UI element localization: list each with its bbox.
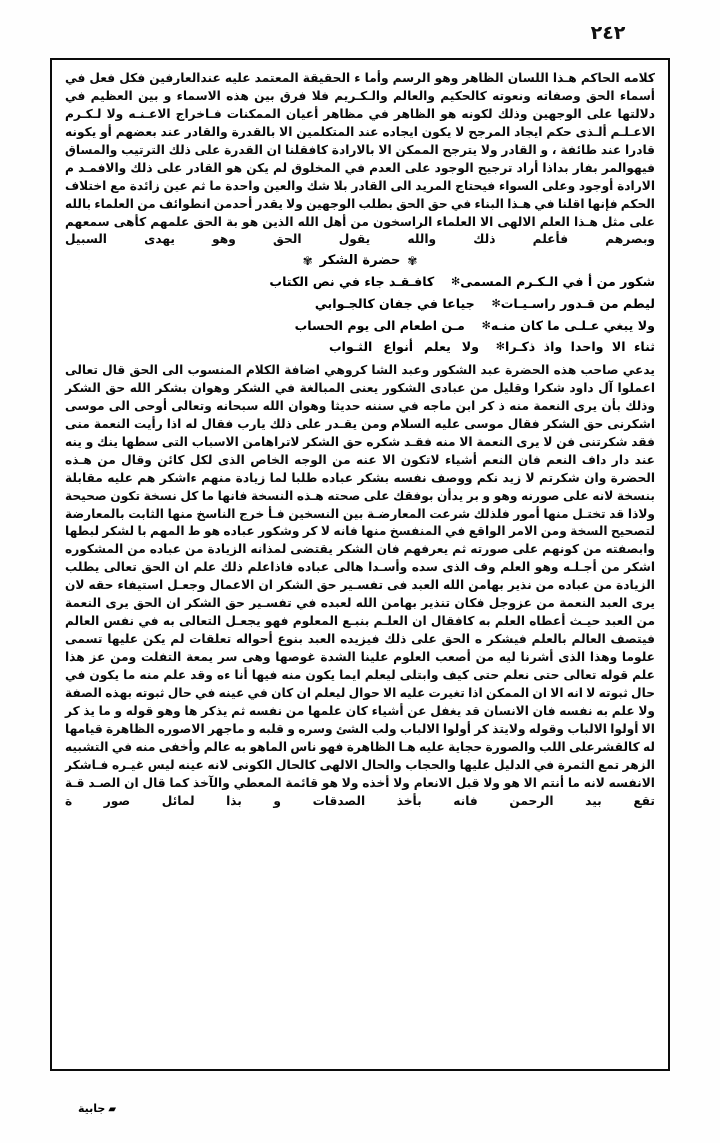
text-body [65, 70, 655, 1057]
poem-separator-icon: ✻ [495, 340, 505, 354]
ornament-left-icon: ✾ [407, 253, 418, 268]
page-number-band [548, 22, 668, 44]
ornament-right-icon: ✾ [302, 253, 313, 268]
poem-hemistich-right: ولا يبغي عـلـى ما كان منـه [490, 317, 655, 333]
poem-line [65, 271, 655, 293]
catchword-mark-icon: ▰ [108, 1104, 117, 1115]
poem-hemistich-left: جياعا في جفان كالجـوابي [314, 296, 475, 312]
poem-hemistich-right: ثناء الا واحدا واذ ذكـرا [505, 339, 655, 355]
text-frame [50, 58, 670, 1071]
poem-line [65, 336, 655, 358]
page-number: ٢٤٢ [590, 22, 626, 44]
poem-hemistich-left: مـن اطعام الى يوم الحساب [294, 317, 465, 333]
poem-separator-icon: ✻ [481, 318, 491, 332]
poem-block [65, 271, 655, 358]
poem-hemistich-right: ليطم من قـدور راسـيـات [500, 296, 655, 312]
catchword [78, 1102, 116, 1115]
poem-hemistich-left: كافـقـد جاء في نص الكتاب [269, 274, 435, 290]
paragraph-first: كلامه الحاكم هـذا اللسان الظاهر وهو الرسم وأما ء الحقيقة المعتمد عليه عندالعارفين فكل فعل في أسماء الحق وصفاته ونعوته كالحكيم والعالم والـكـريم فلا فرق بين هذه الاسماء و بين العظيم في دلالتها على الوجهين وذلك لكونه هو الظاهر في مظاهر أعيان الممكنات فـاخراج الاعـنـه ولا لـكـرم الاعـلـم ألـذى حكم ايجاد المرجح لا يكون ايجاده عند المتكلمين الا بالقدرة والقادر عند بعضهم أو يكونه قادرا عند طائفة ، و القادر ولا يترجح الممكن الا بالارادة كافقلنا ان القدرة على ذلك الترتيب والمساق فيهوالمر بفار بداذا أراد ترجيح الوجود على العدم في المخلوق لم يكن هو القادر على ذلك والافمـد م الارادة أوجود وعلى السواء فيحتاج المريد الى القادر بلا شك والعين واحدة ما ثم عين زائدة مع اختلاف الحكم فإنها اقلنا في هـذا البناء في حق الحق بطلب الوجهين ولا يقدر أحدمن انطوائف من العلماء بالله على مثل هـذا العلم الالهى الا العلماء الراسخون من أهل الله الذين هو بة الحق علمهم كأهى سمعهم وبصرهم فأعلم ذلك والله يقول الحق وهو يهدى السبيل [65, 71, 655, 247]
poem-separator-icon: ✻ [491, 297, 501, 311]
catchword-text: جابية [78, 1102, 106, 1115]
poem-line [65, 293, 655, 315]
poem-line [65, 315, 655, 337]
poem-hemistich-right: شكور من أ في الـكـرم المسمى [460, 274, 655, 290]
poem-hemistich-left: ولا يعلم أنواع الثـواب [329, 339, 479, 355]
section-heading-label: حضرة الشكر [319, 253, 401, 269]
section-heading [65, 253, 655, 268]
paragraph-second: يدعي صاحب هذه الحضرة عبد الشكور وعبد الشا كروهي اضافة الكلام المنسوب الى الحق قال تعالى اعملوا آل داود شكرا وقليل من عبادى الشكور يعنى المبالغة في الشكر وهوان بشكر الله حق الشكر وذلك بأن يرى النعمة منه ذ كر ابن ماجه في سننه حديثا وهوان الله سبحانه وتعالى أوحى الى موسى اشكرنى حق الشكر فقال موسى عليه السلام ومن يقـدر على ذلك يارب فقال له اذا رأيت النعمة منى فقد شكرتنى فن لا يرى النعمة الا منه فقـد شكره حق الشكر لاتراهامن الاسباب التى سطها ينك و ينه عند دار داف النعم فان النعم أشياء لاتكون الا عنه من الوجه الخاص الذى لكل كائن وقال من هـذه الحضرة وان شكرتم لا زيد نكم ووصف نفسه بشكر عباده طلبا لما زيادة منهم ءاشكر هم عليه مقابلة بنسخة لانه على صورنه وهو و بر يدأن بوفقك على صحته هـذه النسخة فانها ما كل نسخة تكون صحيحة ولاذا قد تختـل منها أمور فلذلك شرعت المعارضـة بين النسخين فـأ خرج الناسخ منها الثابت بالمعارضة لتصحيح السخة ومن الامر الواقع في المنفسخ منها فانه لا كر وشكور عباده هو ط المهم با لشكر لبطها وابصفته من كونهم على صورته ثم يعرفهم فان الشكر يقتضى لمذانه الزيادة من عباده من المشكوره اشكر من أجـلـه وهو العلم وف الذى سده وأسـدا هالى عباده فاذاعلم ذلك علم ان الحق تعالى يطلب الزيادة من عباده من نذير بهامن الله العبد فى تفسـير حق الشكر ان الاعمال وجعـل استيفاء حقه لان يرى العبد النعمة من عزوجل فكان تنذير بهامن الله لعبده في تفسـير حق الشكر ان الحق يرى النعمة من العبد حيـث أعطاه العلم به كافقال ان العلـم بنبـع المعلوم فهو يجعـل التعالى به في نفس العالم فيتصف العالم بالعلم فيشكر ه الحق على ذلك فيزيده العبد بنوع أحواله تعلقات لم يكن عليها تسمى علوما وهذا الذى أشرنا ليه من أصعب العلوم علينا الشدة غوصها وهى سر يمعة التفلت ومن عز هذا علم قوله تعالى حتى نعلم حتى كيف وابتلى ليعلم ايما يكون منه فيها أنا ءه وقد علم منه ما يكون في حال ثبوته لا انه الا ان الممكن اذا تغيرت عليه الا حوال ليعلم ان كان في عينه في حال ثبوته بهذه الصفة ولا علم به نفسه فان الانسان قد يغفل عن أشياء كان علمها من نفسه ثم يذكر ها وهو قوله و ما يذ كر الا أولوا الالباب وقوله ولايتذ كر أولوا الالباب ولب الشئ وسره و قلبه و ماجهر الاصوره الظاهرة قيامها له كالقشرعلى اللب والصورة حجاية عليه هـا الظاهرة فهو ناس الماهو به عالم وأخفى منه في التشبيه الزهر تمع الثمرة في الدليل عليها والحجاب والحال الالهى كالحال الكونى لانه عينه ليس غيـره فـاشكر الانفسه لانه ما أنتم الا هو ولا قبل الانعام ولا أخذه ولا هو قائمة المعطي والآخذ كما قال ان الصـد قـة تقع بيد الرحمن فانه بأخذ الصدقات و بذا لمائل صور ة [65, 363, 655, 808]
poem-separator-icon: ✻ [451, 275, 461, 289]
